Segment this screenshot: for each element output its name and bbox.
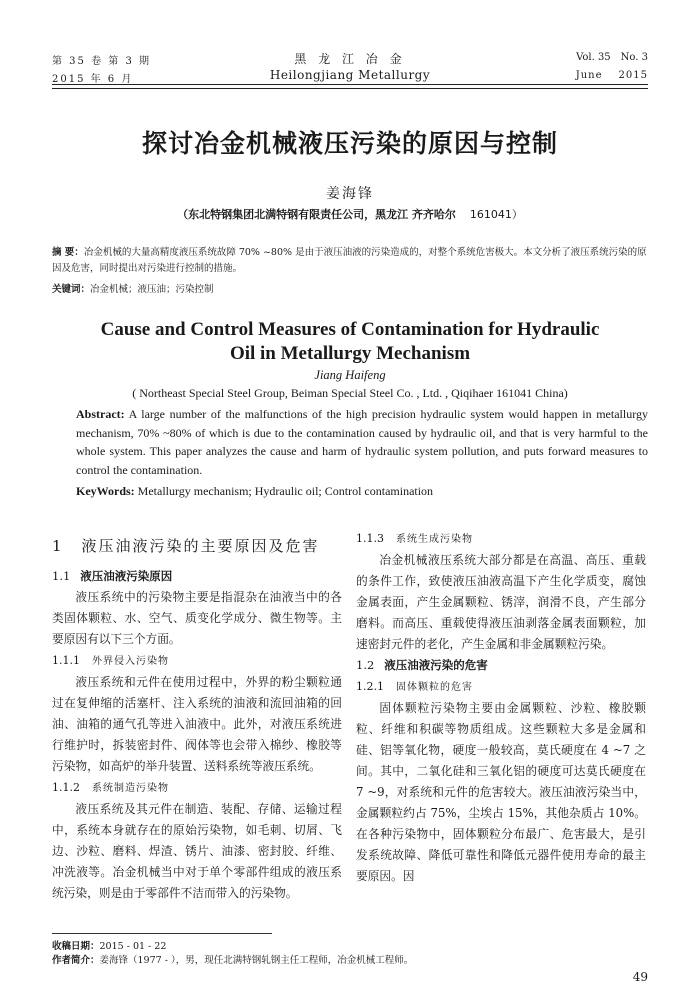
abstract-en-text: A large number of the malfunctions of the high precision hydraulic system would happen in metallurgy mechanism, 70% ~80% of which is due to the contamination caused by hydraulic oil, and that is very harmful to the whole system. This paper analyzes the cause and harm of hydraulic system pollution, and puts forward measures to control the contamination. (76, 407, 648, 477)
paragraph: 液压系统和元件在使用过程中，外界的粉尘颗粒通过在复伸缩的活塞杆、注入系统的油液和流回油箱的回油、油箱的通气孔等进入油液中。此外，对液压系统进行维护时，拆装密封件、阀体等也会带入棉纱、橡胶等污染物，如高炉的举升装置、送料系统等液压系统。 (52, 675, 342, 773)
abstract-en (76, 405, 648, 479)
author-en: Jiang Haifeng (314, 368, 386, 382)
abstract-en-label: Abstract: (76, 407, 125, 421)
subsection-heading (52, 566, 342, 587)
subsubsection-heading (52, 650, 342, 672)
keywords-zh-label: 关键词： (52, 284, 91, 295)
body-column-left (52, 528, 342, 904)
keywords-en-label: KeyWords: (76, 484, 135, 498)
subsubsection-number: 1.1.2 (52, 781, 80, 794)
abstract-zh-label: 摘 要： (52, 247, 84, 258)
subsubsection-title: 外界侵入污染物 (92, 656, 169, 667)
subsubsection-number: 1.1.1 (52, 654, 80, 667)
subsubsection-number: 1.1.3 (356, 532, 384, 545)
subsection-title: 液压油液污染的危害 (384, 658, 488, 672)
section-number: 1 (52, 537, 64, 555)
subsection-title: 液压油液污染原因 (80, 569, 173, 583)
paragraph: 液压系统中的污染物主要是指混杂在油液当中的各类固体颗粒、水、空气、质变化学成分、微生物等。主要原因有以下三个方面。 (52, 590, 342, 646)
section-title: 液压油液污染的主要原因及危害 (81, 537, 320, 555)
subsection-heading (356, 655, 646, 676)
paragraph: 冶金机械液压系统大部分都是在高温、高压、重载的条件工作，致使液压油液高温下产生化学质变，腐蚀金属表面，产生金属颗粒、锈滓，润滑不良，产生部分磨料。而高压、重载使得液压油剥落金属表面颗粒，加速密封元件的老化，产生金属和非金属颗粒污染。 (356, 553, 646, 651)
abstract-zh-text: 冶金机械的大量高精度液压系统故障 70% ~80% 是由于液压油液的污染造成的，对整个系统危害极大。本文分析了液压系统污染的原因及危害，同时提出对污染进行控制的措施。 (52, 247, 647, 274)
footnote-author (52, 952, 648, 966)
footnote-rule (52, 933, 272, 934)
header-vol: Vol. 35 (576, 52, 611, 63)
keywords-en-text: Metallurgy mechanism; Hydraulic oil; Control contamination (134, 484, 434, 498)
paragraph: 固体颗粒污染物主要由金属颗粒、沙粒、橡胶颗粒、纤维和积碳等物质组成。这些颗粒大多是金属和硅、铝等氧化物，硬度一般较高，莫氏硬度在 4 ~7 之间。其中，二氧化硅和三氧化铝的硬度可达莫氏硬度在 7 ~9，对系统和元件的危害较大。液压油液污染当中，金属颗粒约占 75%，尘埃占 15%，其他杂质占 10%。在各种污染物中，固体颗粒分布最广、危害最大，是引发系统故障、降低可靠性和降低元器件使用寿命的最主要原因。因 (356, 701, 646, 883)
abstract-zh (52, 245, 648, 277)
header-journal-name-zh: 黑 龙 江 冶 金 (294, 52, 406, 66)
header-no: No. 3 (620, 52, 648, 63)
author-zh: 姜海锋 (326, 186, 374, 202)
body-column-right (356, 528, 646, 887)
header-date-en (576, 70, 648, 81)
footnote-received (52, 938, 648, 952)
subsubsection-heading (52, 777, 342, 799)
footnote-author-label: 作者简介： (52, 955, 100, 966)
header-volume-issue-zh: 第 35 卷 第 3 期 (52, 56, 151, 67)
subsection-number: 1.1 (52, 569, 71, 583)
paragraph: 液压系统及其元件在制造、装配、存储、运输过程中，系统本身就存在的原始污染物，如毛刺、切屑、飞边、沙粒、磨料、焊渣、锈片、油漆、密封胶、纤维、冲洗液等。冶金机械当中对于单个零部件组成的液压系统污染，则是由于零部件不洁而带入的污染物。 (52, 802, 342, 900)
running-header (52, 34, 648, 86)
header-date-zh: 2015 年 6 月 (52, 74, 134, 85)
subsubsection-title: 系统生成污染物 (396, 534, 473, 545)
affiliation-zh (0, 206, 700, 222)
title-en (0, 318, 700, 366)
affiliation-en: ( Northeast Special Steel Group, Beiman Special Steel Co. , Ltd. , Qiqihaer 161041 China) (132, 386, 568, 400)
title-zh: 探讨冶金机械液压污染的原因与控制 (141, 129, 558, 158)
title-en-line2: Oil in Metallurgy Mechanism (229, 343, 471, 364)
keywords-zh-text: 冶金机械；液压油；污染控制 (90, 284, 214, 295)
subsubsection-heading (356, 676, 646, 698)
header-rule-thick (52, 84, 648, 85)
keywords-zh (52, 281, 648, 295)
page-number: 49 (632, 970, 648, 984)
header-volume-issue-en (576, 52, 648, 63)
header-year: 2015 (618, 70, 648, 81)
footnote-author-text: 姜海锋（1977 - ），男，现任北满特钢轧钢主任工程师，冶金机械工程师。 (99, 955, 414, 966)
title-en-line1: Cause and Control Measures of Contamination for Hydraulic (100, 319, 600, 340)
header-journal-name-en: Heilongjiang Metallurgy (269, 68, 431, 82)
keywords-en (76, 484, 648, 499)
subsubsection-title: 系统制造污染物 (92, 783, 169, 794)
subsection-number: 1.2 (356, 658, 375, 672)
subsubsection-number: 1.2.1 (356, 680, 384, 693)
affiliation-zh-text: （东北特钢集团北满特钢有限责任公司，黑龙江 齐齐哈尔 (177, 208, 456, 221)
affiliation-zh-postcode: 161041） (469, 208, 523, 221)
subsubsection-heading (356, 528, 646, 550)
header-month: June (575, 70, 603, 81)
header-rule-thin (52, 88, 648, 89)
footnote-received-date: 2015 - 01 - 22 (99, 941, 167, 952)
footnote-received-label: 收稿日期： (52, 941, 100, 952)
subsubsection-title: 固体颗粒的危害 (396, 682, 473, 693)
section-heading (52, 536, 342, 557)
